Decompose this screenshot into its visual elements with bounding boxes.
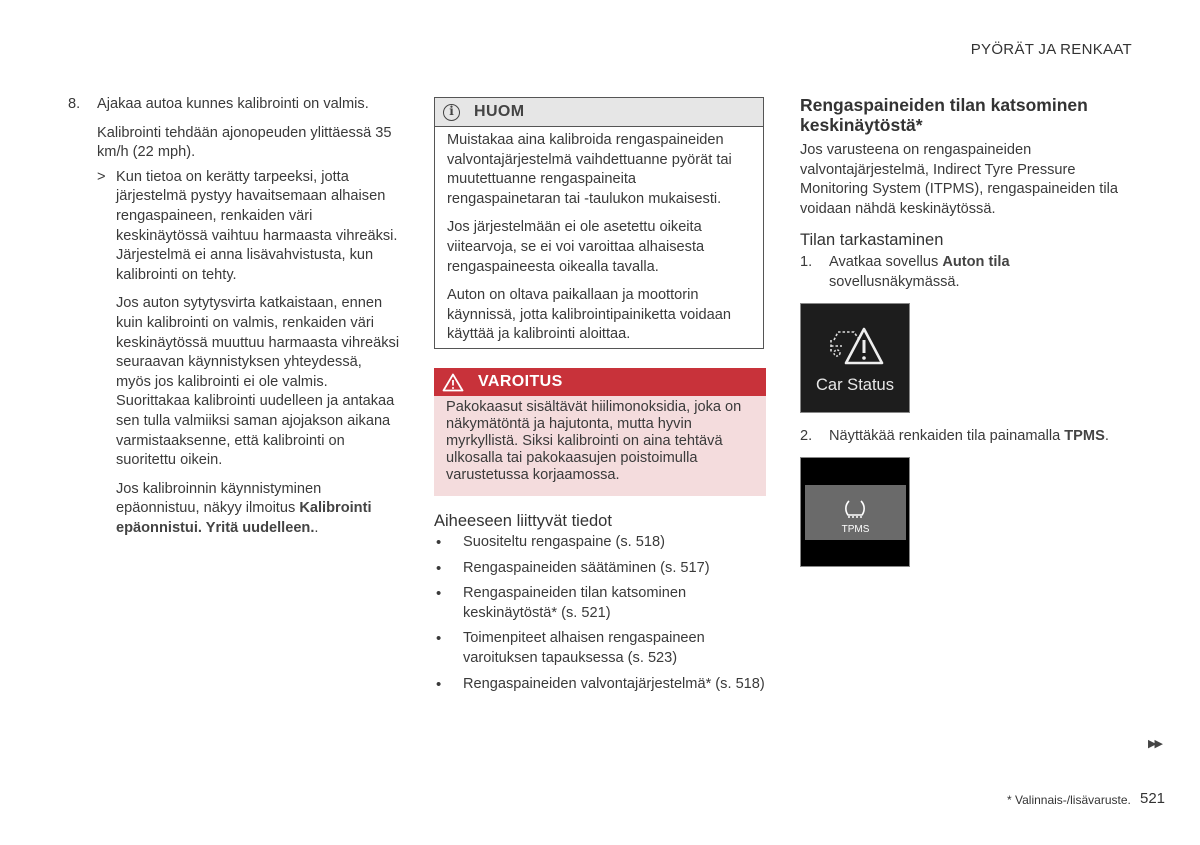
tire-pressure-icon [844,499,866,519]
step-1 [800,253,1130,292]
result-arrow: > [97,168,106,185]
tpms-button-name: TPMS [1064,428,1105,444]
ignition-note: Jos auton sytytysvirta katkaistaan, ennen kuin kalibrointi on valmis, renkaiden väri keskinäytössä muuttuu harmaasta vihreäksi seuraavan käynnistyksen yhteydessä, myös jos kalibrointi ei ole valmis. Suorittakaa kalibrointi uudelleen ja antakaa sen tulla valmiiksi saman ajojakson aikana varmistaaksenne, että kalibrointi on suoritettu oikein. [116,295,400,469]
related-link[interactable]: • Rengaspaineiden säätäminen (s. 517) [436,559,710,577]
car-status-label: Car Status [816,376,894,394]
warning-title: VAROITUS [478,373,563,391]
note-paragraph: Muistakaa aina kalibroida rengaspaineiden valvontajärjestelmä vaihdettuanne pyörät tai muutettuanne rengaspaineita rengaspainetaran tai -taulukon mukaisesti. [447,132,732,207]
car-status-app-tile[interactable] [800,303,910,413]
related-title: Aiheeseen liittyvät tiedot [434,512,612,530]
calibration-speed-note: Kalibrointi tehdään ajonopeuden ylittäessä 35 km/h (22 mph). [97,124,392,161]
note-header [435,98,763,127]
double-arrow-right-icon: ▶▶ [1148,738,1161,750]
note-paragraph: Jos järjestelmään ei ole asetettu oikeita viitearvoja, se ei voi varoittaa alhaisesta rengaspaineesta oikealla tavalla. [447,219,705,275]
subsection-heading: Tilan tarkastaminen [800,231,944,249]
step-text: Ajakaa autoa kunnes kalibrointi on valmis. [97,96,369,112]
step-text: Näyttäkää renkaiden tila painamalla TPMS. [829,428,1109,444]
tpms-screen [800,457,910,567]
page-number: 521 [1140,790,1166,807]
failure-message: Kalibrointi epäonnistui. Yritä uudelleen. [116,500,372,536]
related-list [434,533,766,700]
step-text: Avatkaa sovellus Auton tila sovellusnäkymässä. [829,254,1010,290]
step-2 [800,427,1130,447]
section-heading: Rengaspaineiden tilan katsominen keskinäytöstä* [800,95,1088,135]
step-number: 1. [800,254,813,270]
tpms-button[interactable] [805,485,906,540]
failure-note: Jos kalibroinnin käynnistyminen epäonnistuu, näkyy ilmoitus Kalibrointi epäonnistui. Yritä uudelleen.. [116,480,372,536]
warning-body: Pakokaasut sisältävät hiilimonoksidia, joka on näkymätöntä ja hajutonta, mutta hyvin myrkyllistä. Siksi kalibrointi on aina tehtävä ulkosalla tai pakokaasujen poistoimulla varustetussa korjaamossa. [434,396,766,496]
section-intro: Jos varusteena on rengaspaineiden valvontajärjestelmä, Indirect Tyre Pressure Monitoring System (ITPMS), rengaspaineiden tila voidaan nähdä keskinäytössä. [800,142,1118,217]
note-body [435,127,763,345]
result-text: Kun tietoa on kerätty tarpeeksi, jotta järjestelmä pystyy havaitsemaan alhaisen rengaspaineen, renkaiden väri keskinäytössä vaihtuu harmaasta vihreäksi. Järjestelmä ei anna lisävahvistusta, kun kalibrointi on tehty. [116,168,398,283]
calibration-steps [68,95,400,538]
info-icon: i [443,104,460,121]
related-link[interactable]: • Rengaspaineiden tilan katsominen keskinäytöstä* (s. 521) [436,585,687,621]
warning-triangle-icon [442,373,464,392]
section-title: PYÖRÄT JA RENKAAT [970,41,1132,58]
footnote: * Valinnais-/lisävaruste. [1007,793,1131,807]
app-name: Auton tila [942,254,1010,270]
warning-header [434,368,766,396]
car-warning-icon [828,326,884,366]
related-link[interactable]: • Rengaspaineiden valvontajärjestelmä* (s. 518) [436,675,765,693]
related-link[interactable]: • Toimenpiteet alhaisen rengaspaineen varoituksen tapauksessa (s. 523) [436,630,705,666]
step-number: 8. [68,96,81,112]
note-box [434,97,764,349]
note-title: HUOM [474,103,525,121]
warning-box [434,368,766,496]
related-link[interactable]: • Suositeltu rengaspaine (s. 518) [436,534,666,551]
note-paragraph: Auton on oltava paikallaan ja moottorin käynnissä, jotta kalibrointipainiketta voidaan käyttää ja kalibrointi aloittaa. [447,287,731,343]
result-block [97,168,400,539]
step-number: 2. [800,428,813,444]
tpms-label: TPMS [841,524,870,535]
